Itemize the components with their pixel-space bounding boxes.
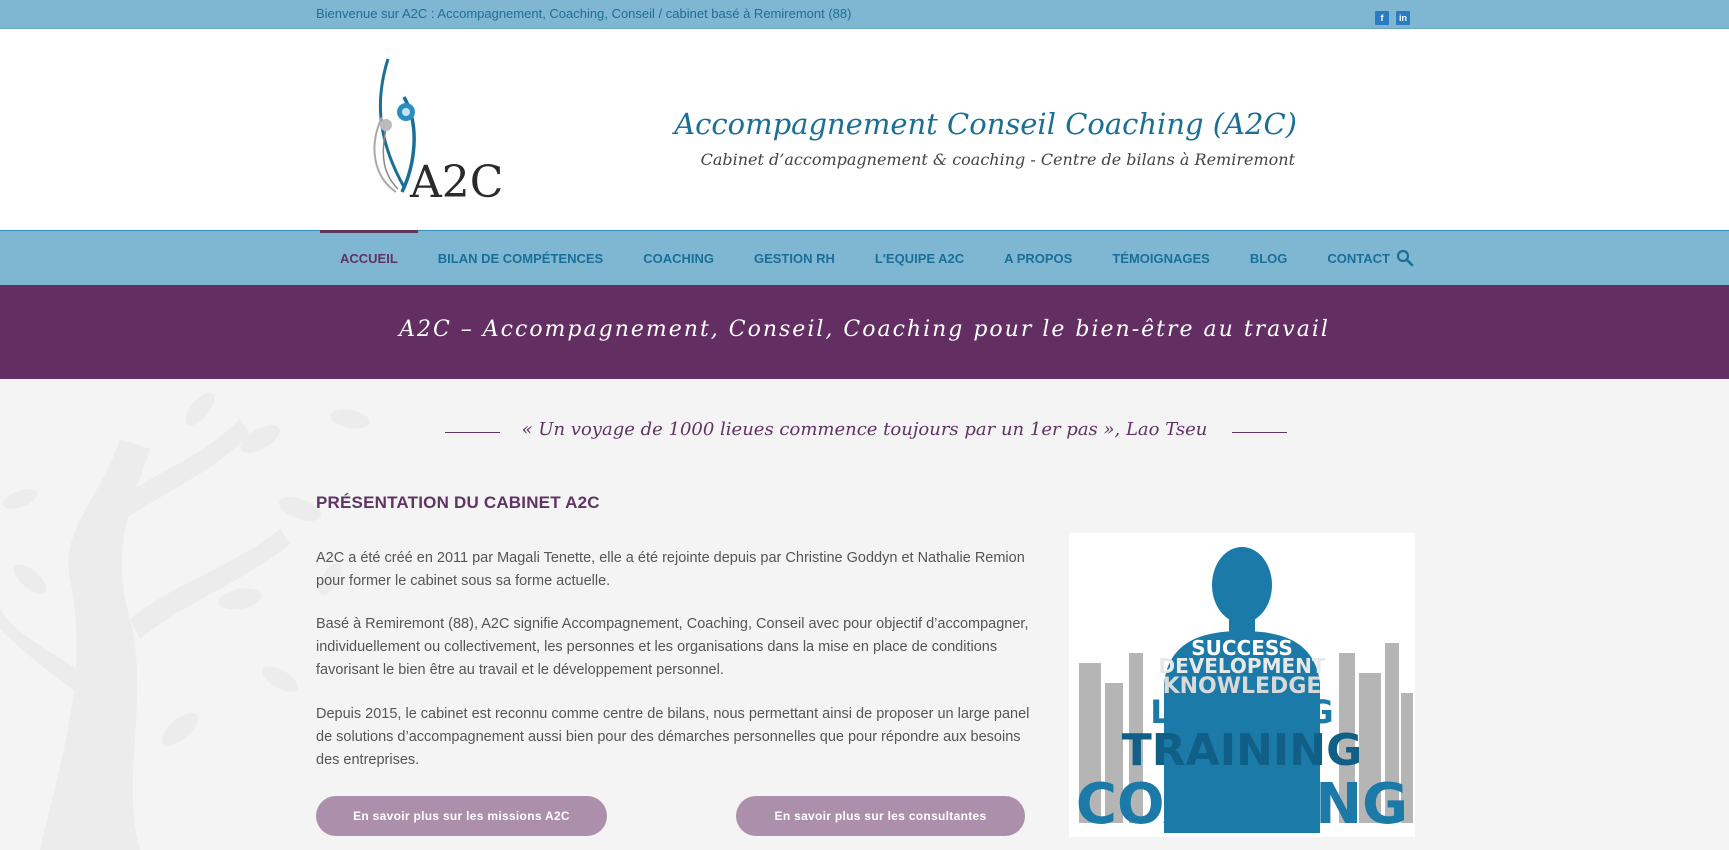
facebook-icon[interactable]: f xyxy=(1375,11,1389,25)
word-success: SUCCESS xyxy=(1191,636,1293,660)
paragraph-intro: A2C a été créé en 2011 par Magali Tenette, elle a été rejointe depuis par Christine Goddyn et Nathalie Remion pour former le cabinet sous sa forme actuelle. xyxy=(316,550,1025,589)
coaching-feature-image xyxy=(1069,533,1415,837)
welcome-text: Bienvenue sur A2C : Accompagnement, Coaching, Conseil / cabinet basé à Remiremont (88) xyxy=(316,6,852,21)
main-content xyxy=(0,379,1729,850)
linkedin-icon[interactable]: in xyxy=(1396,11,1410,25)
site-title: Accompagnement Conseil Coaching (A2C) xyxy=(674,107,1297,141)
page-banner xyxy=(0,285,1729,379)
quote-divider-right xyxy=(1232,432,1287,433)
word-coaching: COACHING xyxy=(1075,772,1409,837)
missions-button[interactable]: En savoir plus sur les missions A2C xyxy=(316,796,607,836)
nav-item-blog[interactable]: BLOG xyxy=(1249,251,1288,266)
word-training: TRAINING xyxy=(1121,725,1363,776)
paragraph-base: Basé à Remiremont (88), A2C signifie Accompagnement, Coaching, Conseil avec pour objectif d’accompagner, individuellement ou collectivement, les personnes et les organisations dans la mise en place de conditions favorisant le bien être au travail et le développement personnel. xyxy=(316,616,1029,678)
top-bar xyxy=(0,0,1729,29)
a2c-logo[interactable] xyxy=(366,57,516,207)
quote-text: « Un voyage de 1000 lieues commence toujours par un 1er pas », Lao Tseu xyxy=(521,419,1208,440)
word-learning: LEARNING xyxy=(1150,693,1334,731)
site-header xyxy=(0,29,1729,230)
nav-item-accueil[interactable]: ACCUEIL xyxy=(320,231,418,286)
logo-text: A2C xyxy=(410,157,504,207)
nav-item-temoignages[interactable]: TÉMOIGNAGES xyxy=(1112,251,1210,266)
nav-item-equipe[interactable]: L'EQUIPE A2C xyxy=(874,251,965,266)
nav-item-a-propos[interactable]: A PROPOS xyxy=(1004,251,1073,266)
word-knowledge: KNOWLEDGE xyxy=(1162,674,1322,699)
nav-item-contact[interactable]: CONTACT xyxy=(1327,251,1390,266)
nav-item-coaching[interactable]: COACHING xyxy=(643,251,714,266)
word-development: DEVELOPMENT xyxy=(1158,654,1326,678)
nav-item-gestion-rh[interactable]: GESTION RH xyxy=(753,251,835,266)
paragraph-centre-bilans: Depuis 2015, le cabinet est reconnu comme centre de bilans, nous permettant ainsi de proposer un large panel de solutions d’accompagnement aussi bien pour des démarches personnelles que pour répondre aux besoins des entreprises. xyxy=(316,706,1030,768)
main-navigation xyxy=(0,230,1729,285)
banner-title: A2C – Accompagnement, Conseil, Coaching pour le bien-être au travail xyxy=(399,317,1330,342)
site-subtitle: Cabinet d’accompagnement & coaching - Centre de bilans à Remiremont xyxy=(700,150,1295,169)
consultants-button[interactable]: En savoir plus sur les consultantes xyxy=(736,796,1025,836)
section-title: PRÉSENTATION DU CABINET A2C xyxy=(316,493,600,512)
search-icon[interactable] xyxy=(1396,249,1414,267)
nav-item-bilan[interactable]: BILAN DE COMPÉTENCES xyxy=(437,251,604,266)
